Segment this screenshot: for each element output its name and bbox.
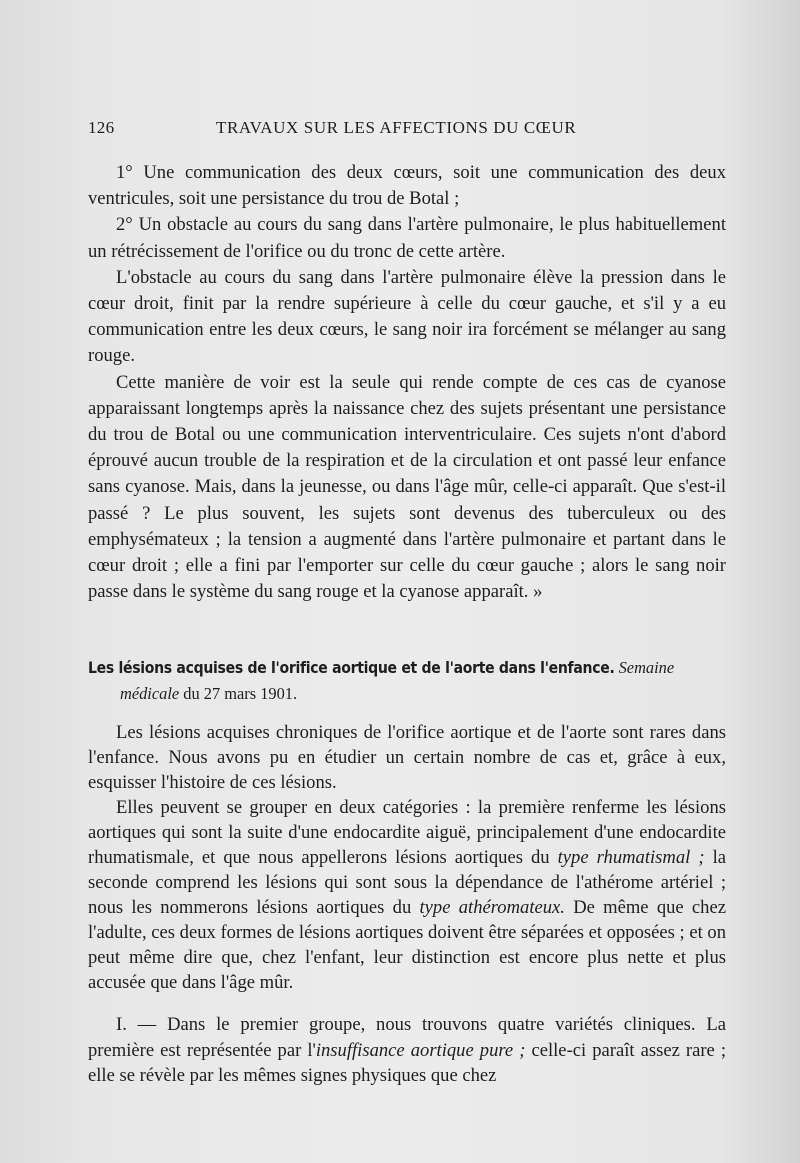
paragraph: Les lésions acquises chroniques de l'orifice aortique et de l'aorte sont rares dans l'enfance. Nous avons pu en étudier un certain nombre de cas et, grâce à eux, esquisser l'histoire de ces lésions. xyxy=(88,722,726,793)
paragraph: 1° Une communication des deux cœurs, soit une communication des deux ventricules, soit une persistance du trou de Botal ; xyxy=(88,162,726,210)
emphasis: type athéromateux. xyxy=(419,897,565,918)
paragraph xyxy=(88,795,726,995)
article-heading xyxy=(88,655,728,706)
text-run: De même que chez l'adulte, ces deux formes de lésions aortiques doivent être séparées et opposées ; et on peut même dire que, chez l'enfant, leur distinction est encore plus nette et plus accusée que dans l'âge mûr. xyxy=(88,897,726,993)
paragraph xyxy=(88,1012,726,1089)
running-title: TRAVAUX SUR LES AFFECTIONS DU CŒUR xyxy=(216,118,577,137)
page-number: 126 xyxy=(88,118,115,137)
text-run: la seconde comprend les lésions qui sont sous la dépendance de l'athérome artériel ; nous les nommerons lésions aortiques du xyxy=(88,847,726,918)
section-cyanose-text xyxy=(88,160,726,605)
text-run: I. — Dans le premier groupe, nous trouvons quatre variétés cliniques. La première est représentée par l' xyxy=(88,1014,726,1061)
source-journal-b: médicale xyxy=(120,684,180,703)
text-run: Elles peuvent se grouper en deux catégories : la première renferme les lésions aortiques qui sont la suite d'une endocardite aiguë, principalement d'une endocardite rhumatismale, et que nous appellerons lésions aortiques du xyxy=(88,797,726,868)
emphasis: type rhumatismal ; xyxy=(557,847,705,868)
emphasis: insuffisance aortique pure ; xyxy=(315,1039,526,1061)
text-run: celle-ci paraît assez rare ; elle se révèle par les mêmes signes physiques que chez xyxy=(88,1039,726,1086)
section-aortic-text xyxy=(88,720,726,995)
paragraph: L'obstacle au cours du sang dans l'artère pulmonaire élève la pression dans le cœur droit, finit par la rendre supérieure à celle du cœur gauche, et s'il y a eu communication entre les deux cœurs, le sang noir ira forcément se mélanger au sang rouge. xyxy=(88,266,726,367)
paragraph: Cette manière de voir est la seule qui rende compte de ces cas de cyanose apparaissant longtemps après la naissance chez des sujets présentant une persistance du trou de Botal ou une communication interventriculaire. Ces sujets n'ont d'abord éprouvé aucun trouble de la respiration et de la circulation et ont passé leur enfance sans cyanose. Mais, dans la jeunesse, ou dans l'âge mûr, celle-ci apparaît. Que s'est-il passé ? Le plus souvent, les sujets sont devenus des tuberculeux ou des emphysémateux ; la tension a augmenté dans l'artère pulmonaire et partant dans le cœur droit ; elle a fini par l'emporter sur celle du cœur gauche ; alors le sang noir passe dans le système du sang rouge et la cyanose apparaît. » xyxy=(88,371,726,603)
article-title: Les lésions acquises de l'orifice aortique et de l'aorte dans l'enfance. xyxy=(88,659,615,677)
source-journal-a: Semaine xyxy=(618,658,675,677)
paragraph: 2° Un obstacle au cours du sang dans l'artère pulmonaire, le plus habituellement un rétrécissement de l'orifice ou du tronc de cette artère. xyxy=(88,214,726,262)
section-aortic-continued xyxy=(88,1012,726,1089)
source-date: du 27 mars 1901. xyxy=(183,684,298,703)
